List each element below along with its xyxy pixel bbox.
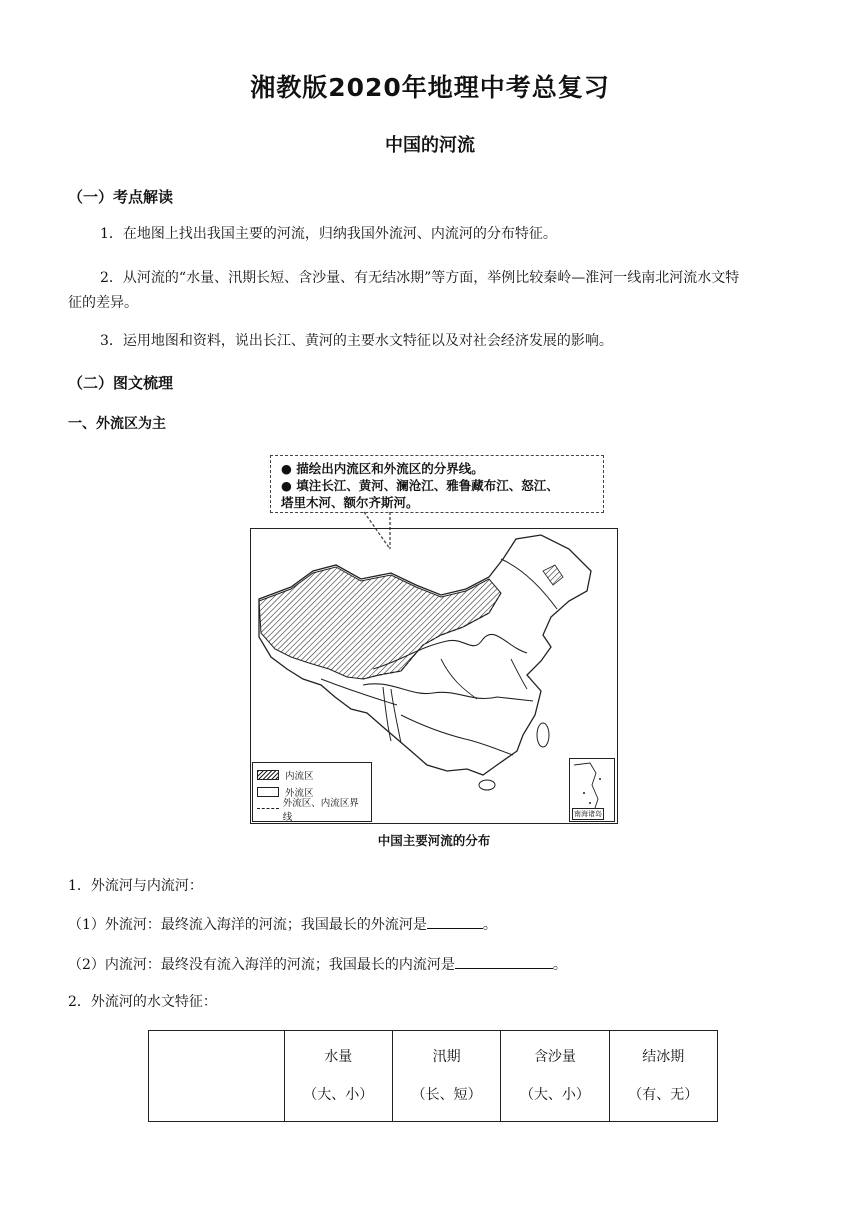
q1-heading: 1．外流河与内流河： <box>68 878 203 894</box>
q1-item-2 <box>68 950 567 980</box>
q1-item-2-text: （2）内流河：最终没有流入海洋的河流；我国最长的内流河是 <box>68 957 455 973</box>
callout-line-1: ● 描绘出内流区和外流区的分界线。 <box>281 461 484 476</box>
legend-inner: 内流区 <box>285 770 314 782</box>
table-header-row <box>149 1031 718 1122</box>
q1-item-2-end: 。 <box>552 957 567 973</box>
exam-point-2-cont: 征的差异。 <box>68 295 138 311</box>
page-subtitle: 中国的河流 <box>385 135 475 156</box>
legend-dash-swatch <box>257 808 279 809</box>
q1-item-1-end: 。 <box>482 917 497 933</box>
table-header-ice: 结冰期 （有、无） <box>609 1031 717 1122</box>
hainan-island <box>479 780 495 790</box>
inset-label: 南海诸岛 <box>574 810 602 818</box>
legend-hatch-swatch <box>257 770 279 780</box>
q1-blank-2[interactable] <box>455 954 553 969</box>
legend-blank-swatch <box>257 787 279 797</box>
south-china-sea-inset <box>569 758 615 822</box>
table-header-sediment: 含沙量 （大、小） <box>501 1031 609 1122</box>
q1-blank-1[interactable] <box>427 914 483 929</box>
figure-caption: 中国主要河流的分布 <box>377 833 491 848</box>
hydrology-table <box>148 1030 718 1122</box>
legend-boundary: 外流区、内流区界线 <box>282 797 359 823</box>
table-header-flood: 汛期 （长、短） <box>392 1031 500 1122</box>
exam-point-3: 3．运用地图和资料，说出长江、黄河的主要水文特征以及对社会经济发展的影响。 <box>100 333 613 349</box>
legend-outer: 外流区 <box>285 787 314 799</box>
section-heading-exam-points: （一）考点解读 <box>68 188 174 206</box>
part-heading-outflow: 一、外流区为主 <box>68 416 166 432</box>
map-legend <box>252 762 372 822</box>
q1-item-1-text: （1）外流河：最终流入海洋的河流；我国最长的外流河是 <box>68 917 427 933</box>
exam-point-2: 2．从河流的“水量、汛期长短、含沙量、有无结冰期”等方面，举例比较秦岭—淮河一线南北河流水文特 <box>100 270 740 286</box>
exam-point-1: 1．在地图上找出我国主要的河流，归纳我国外流河、内流河的分布特征。 <box>100 226 557 242</box>
callout-line-2: ● 填注长江、黄河、澜沧江、雅鲁藏布江、怒江、 <box>281 478 559 493</box>
callout-line-3: 塔里木河、额尔齐斯河。 <box>281 495 419 510</box>
section-heading-figure-review: （二）图文梳理 <box>68 374 174 392</box>
page-title: 湘教版2020年地理中考总复习 <box>250 73 610 102</box>
map-instruction-callout <box>270 455 604 513</box>
q1-item-1 <box>68 910 497 940</box>
table-header-water: 水量 （大、小） <box>284 1031 392 1122</box>
taiwan-island <box>537 723 549 747</box>
table-corner-cell[interactable] <box>149 1031 285 1122</box>
q2-heading: 2．外流河的水文特征： <box>68 994 217 1010</box>
